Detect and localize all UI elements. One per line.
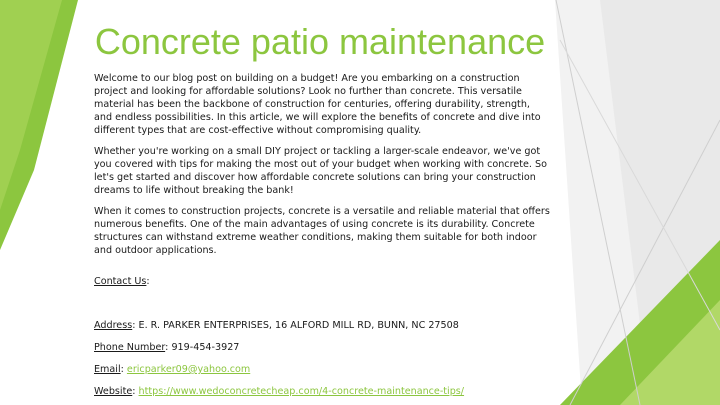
website-label: Website [94, 386, 133, 397]
website-colon: : [132, 386, 139, 397]
email-colon: : [120, 364, 127, 375]
contact-heading-colon: : [146, 276, 150, 287]
intro-paragraph: Welcome to our blog post on building on a budget! Are you embarking on a construction project and looking for affordable solutions? Look no further than concrete. This versatile material has been the backbone of construction for centuries, offering durability, strength, and endless possibilities. In this article, we will explore the benefits of concrete and dive into different types that are cost-effective without compromising quality. [94, 73, 541, 136]
address-value: E. R. PARKER ENTERPRISES, 16 ALFORD MILL RD, BUNN, NC 27508 [138, 320, 459, 331]
phone-row [94, 341, 550, 354]
spacer-large [94, 297, 550, 319]
email-label: Email [94, 364, 121, 375]
contact-heading-label: Contact Us [94, 276, 147, 287]
contact-heading [94, 275, 550, 288]
left-light-shape [0, 0, 62, 210]
phone-colon: : [165, 342, 172, 353]
address-row [94, 319, 550, 332]
phone-label: Phone Number [94, 342, 166, 353]
email-link[interactable]: ericparker09@yahoo.com [126, 364, 251, 375]
slide-content [94, 72, 550, 405]
address-label: Address [94, 320, 133, 331]
slide-title: Concrete patio maintenance [94, 21, 546, 62]
benefits-paragraph: When it comes to construction projects, concrete is a versatile and reliable material that offers numerous benefits. One of the main advantages of using concrete is its durability. Concrete structures can withstand extreme weather conditions, making them suitable for both indoor and outdoor applications. [94, 206, 550, 256]
website-row [94, 385, 550, 398]
spacer [94, 265, 550, 275]
email-row [94, 363, 550, 376]
tips-paragraph: Whether you're working on a small DIY project or tackling a larger-scale endeavor, we've got you covered with tips for making the most out of your budget when working with concrete. So let's get started and discover how affordable concrete solutions can bring your construction dreams to life without breaking the bank! [94, 146, 547, 196]
phone-value: 919-454-3927 [171, 342, 240, 353]
address-colon: : [132, 320, 139, 331]
website-link[interactable]: https://www.wedoconcretecheap.com/4-concrete-maintenance-tips/ [138, 386, 465, 397]
